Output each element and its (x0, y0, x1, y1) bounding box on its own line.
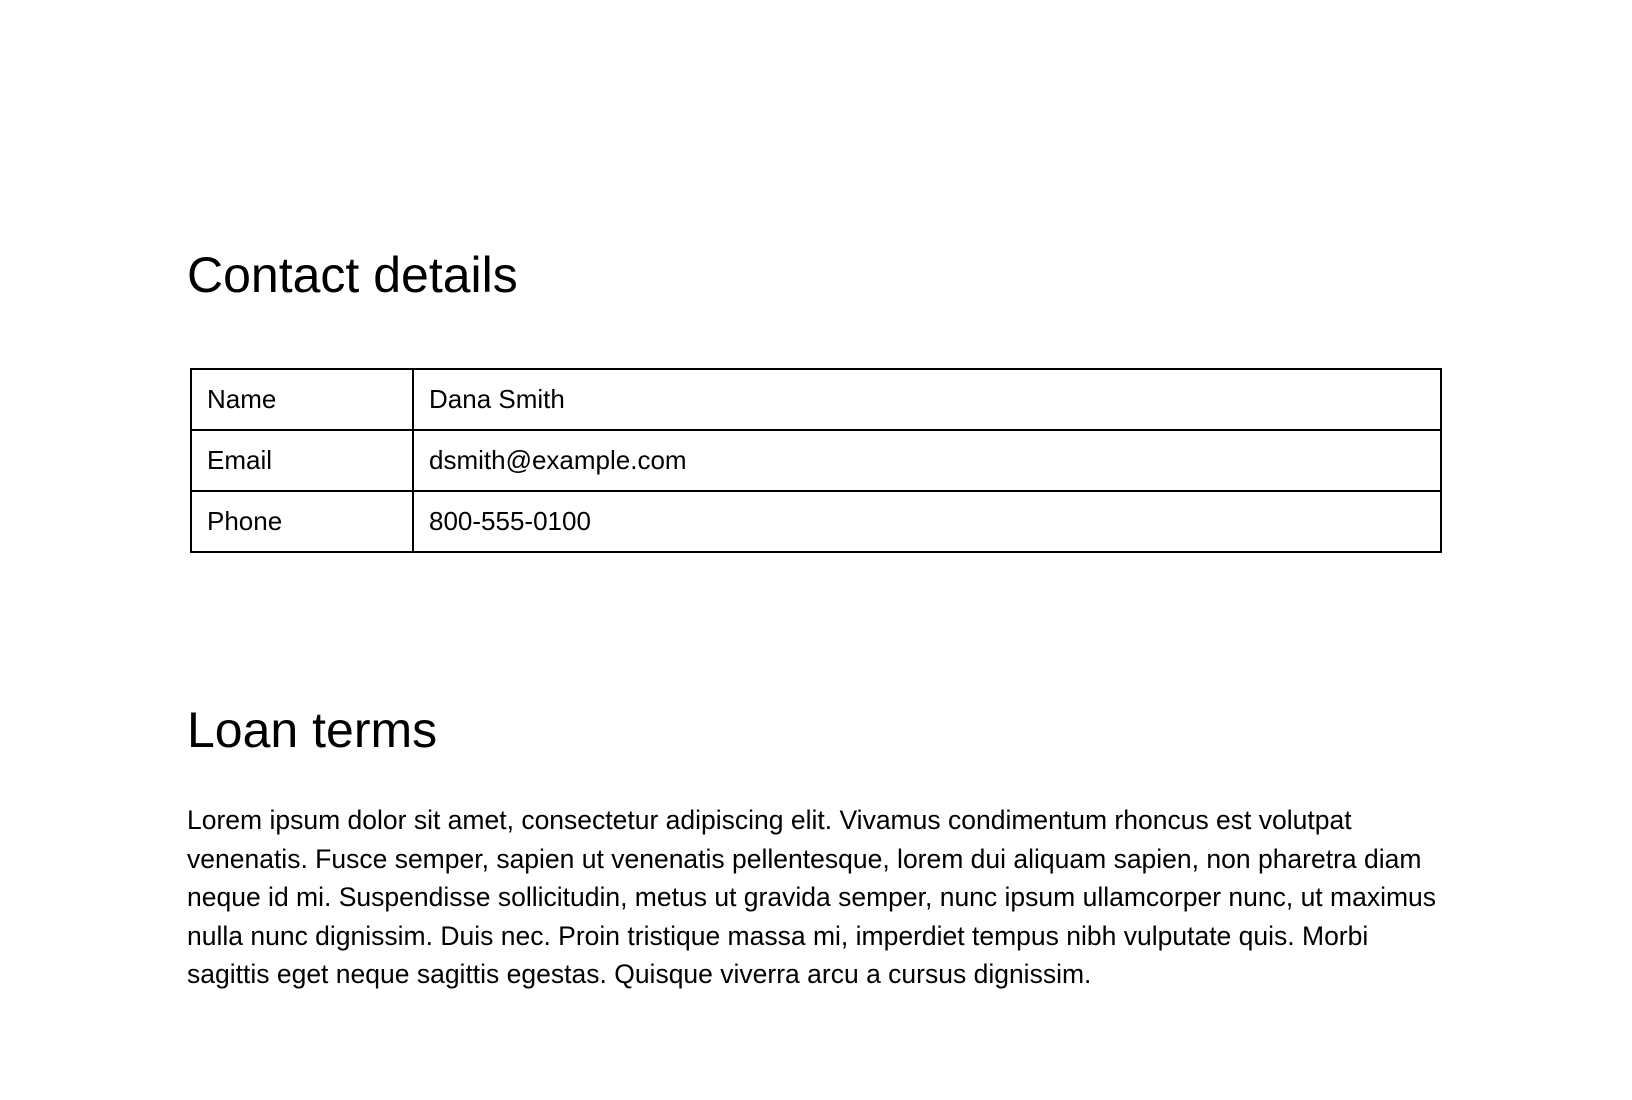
table-row-phone (191, 491, 1441, 552)
table-row-email (191, 430, 1441, 491)
name-value-cell: Dana Smith (413, 369, 1441, 430)
loan-terms-heading: Loan terms (187, 702, 438, 758)
contact-details-table (190, 368, 1442, 553)
loan-terms-paragraph: Lorem ipsum dolor sit amet, consectetur adipiscing elit. Vivamus condimentum rhoncus est volutpat venenatis. Fusce semper, sapien ut venenatis pellentesque, lorem dui aliquam sapien, non pharetra diam neque id mi. Suspendisse sollicitudin, metus ut gravida semper, nunc ipsum ullamcorper nunc, ut maximus nulla nunc dignissim. Duis nec. Proin tristique massa mi, imperdiet tempus nibh vulputate quis. Morbi sagittis eget neque sagittis egestas. Quisque viverra arcu a cursus dignissim. (187, 805, 1437, 989)
email-label-cell: Email (191, 430, 413, 491)
phone-label-cell: Phone (191, 491, 413, 552)
table-row-name (191, 369, 1441, 430)
name-label-cell: Name (191, 369, 413, 430)
contact-details-heading: Contact details (187, 247, 518, 303)
email-value-cell: dsmith@example.com (413, 430, 1441, 491)
phone-value-cell: 800-555-0100 (413, 491, 1441, 552)
